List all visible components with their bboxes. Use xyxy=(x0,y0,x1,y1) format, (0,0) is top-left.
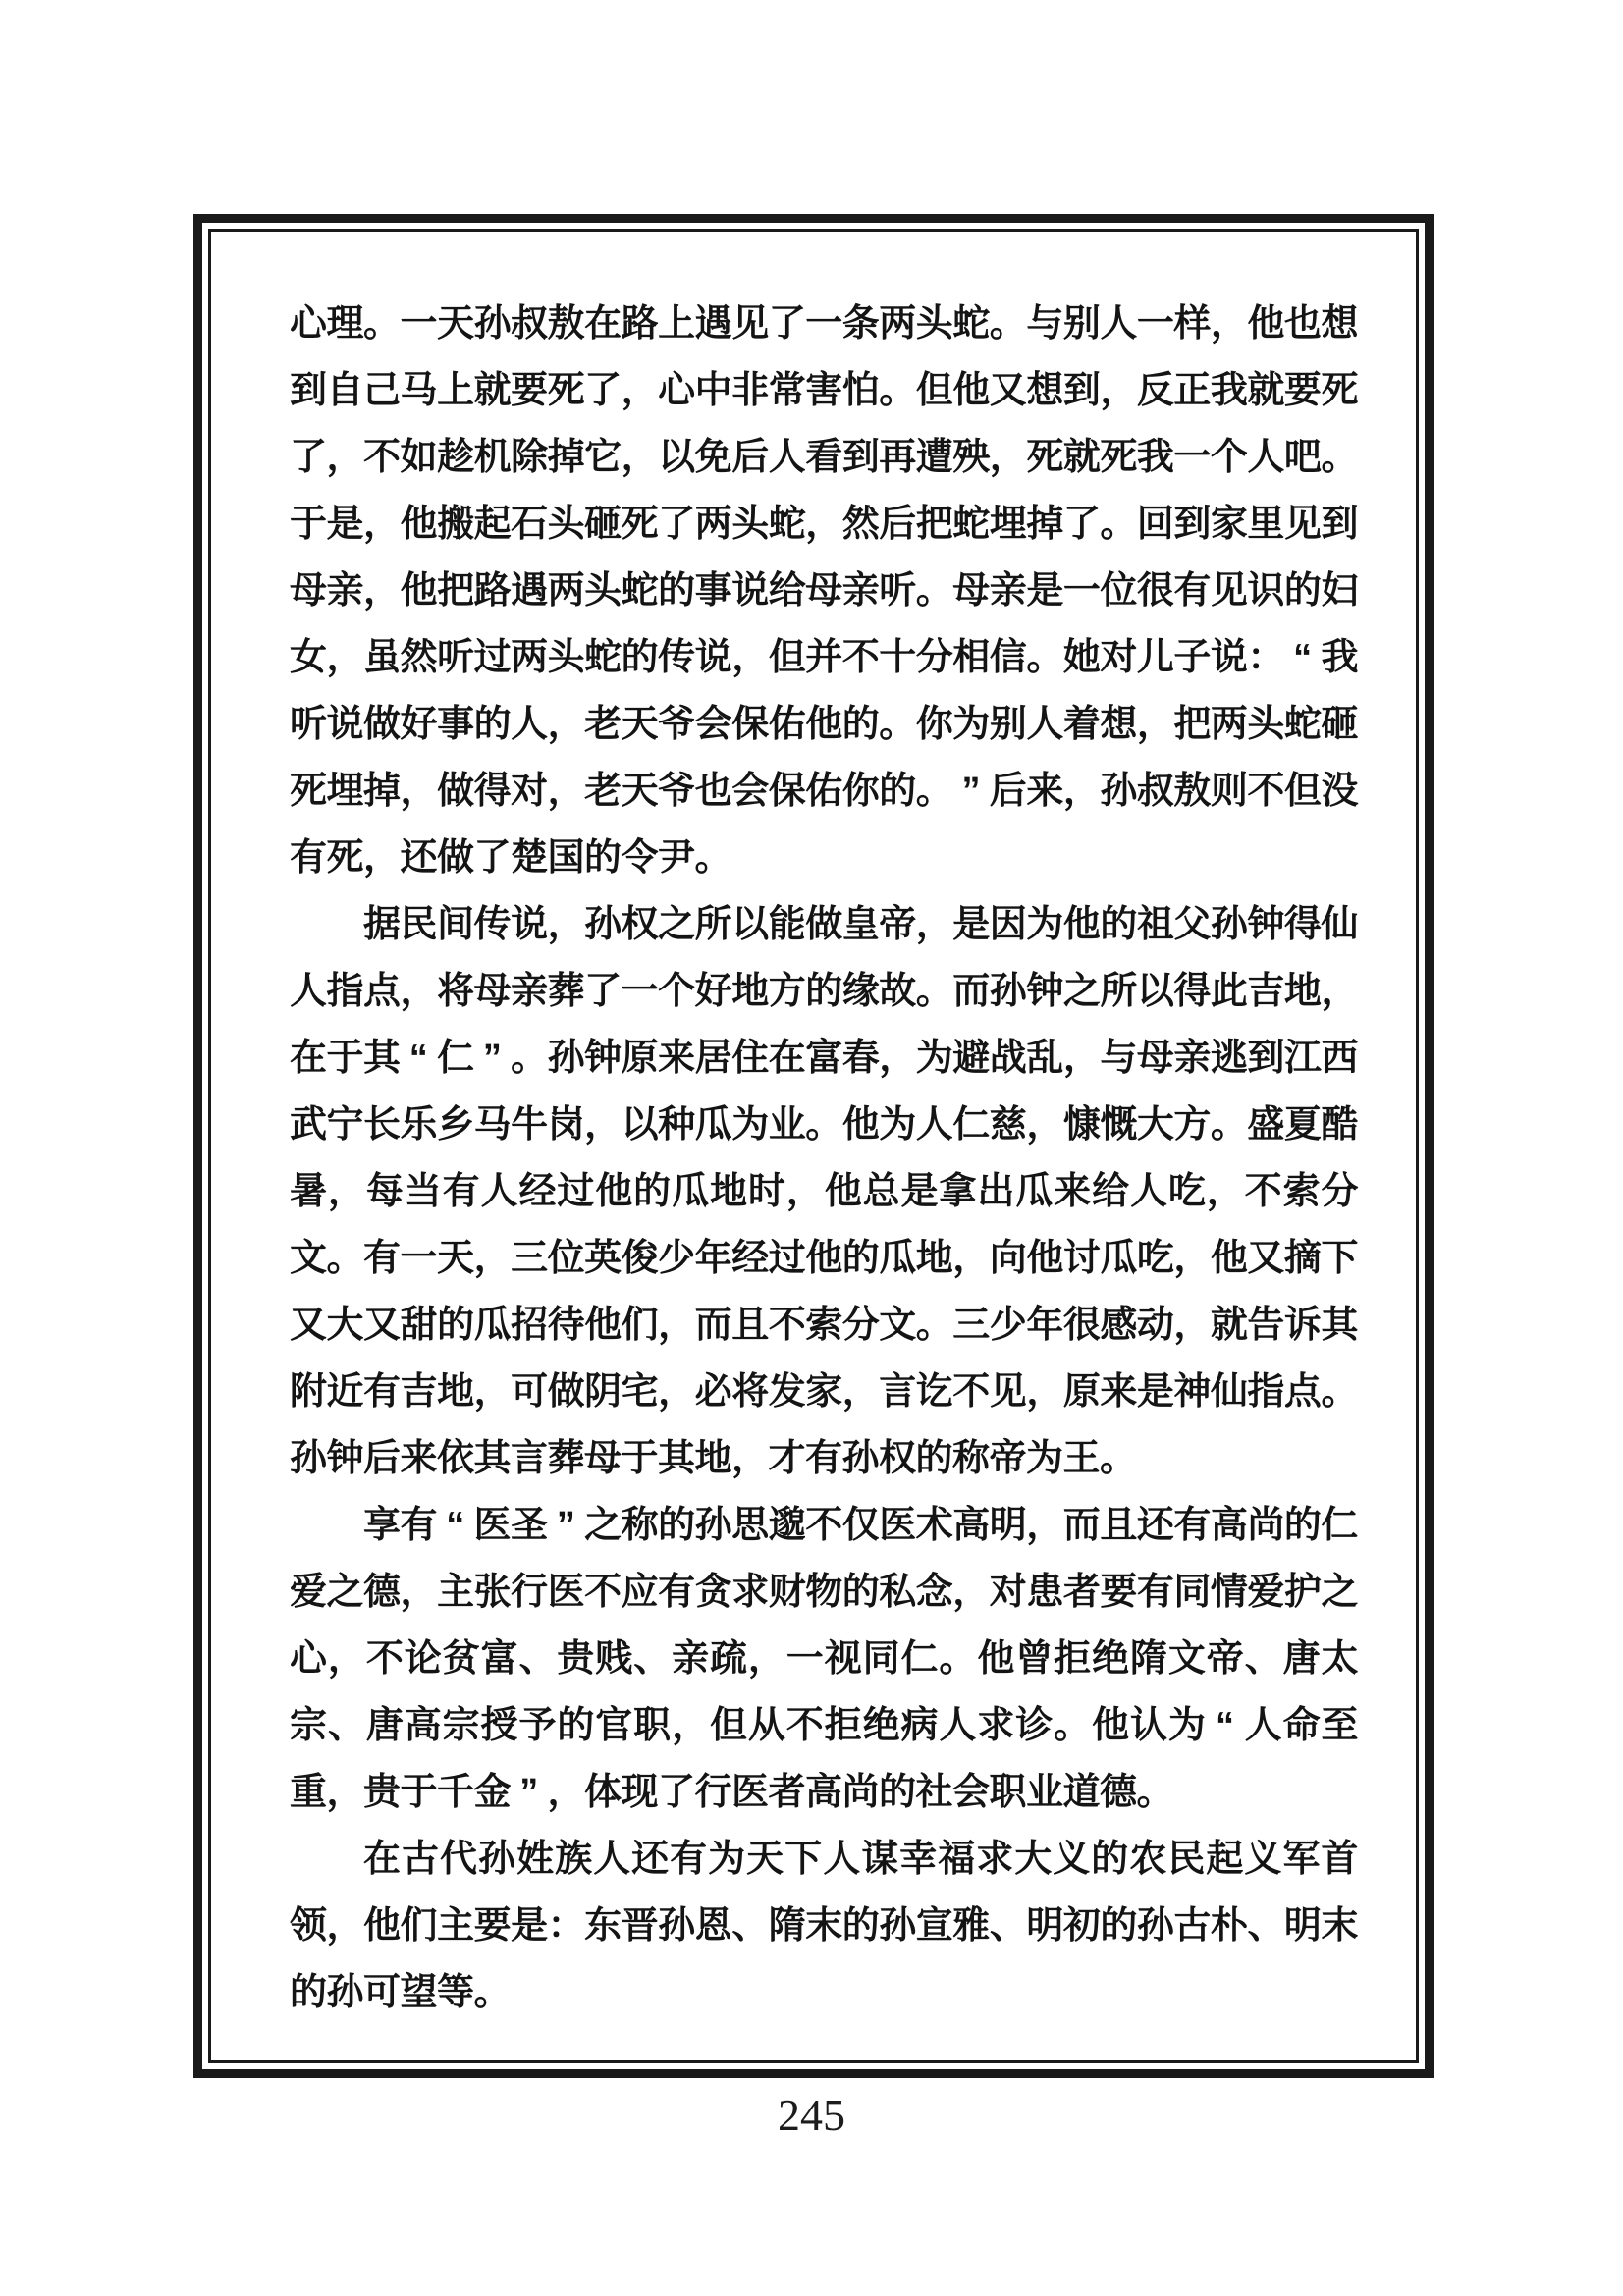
text-line: 母 亲 ， 他 把 路 遇 两 头 蛇 的 事 说 给 母 亲 听 。 母 亲 是 一 位 很 有 见 识 的 妇 xyxy=(290,570,1359,612)
text-line: 宗 、 唐 高 宗 授 予 的 官 职 ， 但 从 不 拒 绝 病 人 求 诊 。 他 认 为 “ 人 命 至 xyxy=(290,1705,1359,1746)
text-line: 女 ， 虽 然 听 过 两 头 蛇 的 传 说 ， 但 并 不 十 分 相 信 。 她 对 儿 子 说 ： “ 我 xyxy=(290,637,1359,678)
text-line: 的 孙 可 望 等 。 xyxy=(290,1972,512,2013)
text-line: 到 自 己 马 上 就 要 死 了 ， 心 中 非 常 害 怕 。 但 他 又 想 到 ， 反 正 我 就 要 死 xyxy=(290,370,1359,411)
text-line: 于 是 ， 他 搬 起 石 头 砸 死 了 两 头 蛇 ， 然 后 把 蛇 埋 掉 了 。 回 到 家 里 见 到 xyxy=(290,504,1359,545)
text-line: 在 古 代 孙 姓 族 人 还 有 为 天 下 人 谋 幸 福 求 大 义 的 农 民 起 义 军 首 xyxy=(363,1839,1359,1880)
paragraph xyxy=(290,891,1358,1492)
text-line: 武 宁 长 乐 乡 马 牛 岗 ， 以 种 瓜 为 业 。 他 为 人 仁 慈 ， 慷 慨 大 方 。 盛 夏 酷 xyxy=(290,1104,1359,1146)
text-line: 心 理 。 一 天 孙 叔 敖 在 路 上 遇 见 了 一 条 两 头 蛇 。 与 别 人 一 样 ， 他 也 想 xyxy=(290,303,1359,345)
text-line: 心 ， 不 论 贫 富 、 贵 贱 、 亲 疏 ， 一 视 同 仁 。 他 曾 拒 绝 隋 文 帝 、 唐 太 xyxy=(290,1638,1359,1680)
paragraph xyxy=(290,1826,1358,2026)
text-line: 死 埋 掉 ， 做 得 对 ， 老 天 爷 也 会 保 佑 你 的 。 ” 后 来 ， 孙 叔 敖 则 不 但 没 xyxy=(290,771,1359,812)
text-line: 了 ， 不 如 趁 机 除 掉 它 ， 以 免 后 人 看 到 再 遭 殃 ， 死 就 死 我 一 个 人 吧 。 xyxy=(290,437,1359,478)
text-line: 人 指 点 ， 将 母 亲 葬 了 一 个 好 地 方 的 缘 故 。 而 孙 钟 之 所 以 得 此 吉 地 ， xyxy=(290,971,1359,1012)
text-line: 据 民 间 传 说 ， 孙 权 之 所 以 能 做 皇 帝 ， 是 因 为 他 的 祖 父 孙 钟 得 仙 xyxy=(363,904,1359,945)
text-line: 领 ， 他 们 主 要 是 ： 东 晋 孙 恩 、 隋 末 的 孙 宣 雅 、 明 初 的 孙 古 朴 、 明 末 xyxy=(290,1905,1359,1947)
text-line: 享 有 “ 医 圣 ” 之 称 的 孙 思 邈 不 仅 医 术 高 明 ， 而 且 还 有 高 尚 的 仁 xyxy=(363,1505,1359,1546)
paragraph xyxy=(290,1492,1358,1826)
text-line: 又 大 又 甜 的 瓜 招 待 他 们 ， 而 且 不 索 分 文 。 三 少 年 很 感 动 ， 就 告 诉 其 xyxy=(290,1305,1359,1346)
paragraph xyxy=(290,291,1358,891)
text-line: 爱 之 德 ， 主 张 行 医 不 应 有 贪 求 财 物 的 私 念 ， 对 患 者 要 有 同 情 爱 护 之 xyxy=(290,1572,1359,1613)
text-line: 暑 ， 每 当 有 人 经 过 他 的 瓜 地 时 ， 他 总 是 拿 出 瓜 来 给 人 吃 ， 不 索 分 xyxy=(290,1171,1359,1212)
page-number: 245 xyxy=(778,2090,845,2140)
text-line: 有 死 ， 还 做 了 楚 国 的 令 尹 。 xyxy=(290,837,732,879)
text-line: 重 ， 贵 于 千 金 ” ， 体 现 了 行 医 者 高 尚 的 社 会 职 业 道 德 。 xyxy=(290,1772,1174,1813)
body-text xyxy=(290,291,1358,2026)
text-line: 文 。 有 一 天 ， 三 位 英 俊 少 年 经 过 他 的 瓜 地 ， 向 他 讨 瓜 吃 ， 他 又 摘 下 xyxy=(290,1238,1359,1279)
text-line: 听 说 做 好 事 的 人 ， 老 天 爷 会 保 佑 他 的 。 你 为 别 人 着 想 ， 把 两 头 蛇 砸 xyxy=(290,704,1359,745)
text-line: 孙 钟 后 来 依 其 言 葬 母 于 其 地 ， 才 有 孙 权 的 称 帝 为 王 。 xyxy=(290,1438,1138,1479)
text-line: 附 近 有 吉 地 ， 可 做 阴 宅 ， 必 将 发 家 ， 言 讫 不 见 ， 原 来 是 神 仙 指 点 。 xyxy=(290,1371,1359,1413)
text-line: 在 于 其 “ 仁 ” 。 孙 钟 原 来 居 住 在 富 春 ， 为 避 战 乱 ， 与 母 亲 逃 到 江 西 xyxy=(290,1038,1359,1079)
